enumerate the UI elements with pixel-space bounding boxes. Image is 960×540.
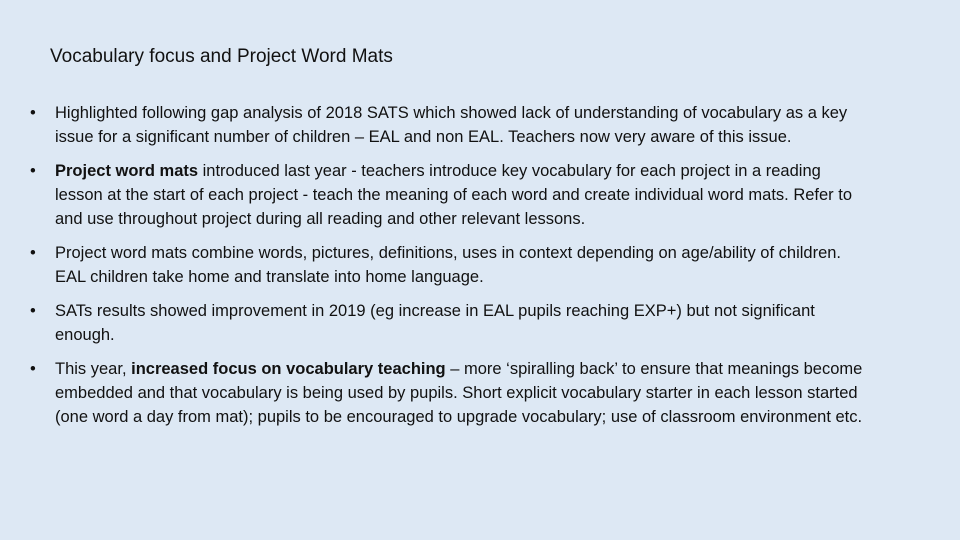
bullet-glyph: • <box>30 302 36 320</box>
bullet-text-bold: increased focus on vocabulary teaching <box>131 360 446 378</box>
bullet-text: This year, <box>55 360 132 378</box>
bullet-list <box>0 101 960 439</box>
bullet-text-bold: Project word mats <box>55 162 199 180</box>
bullet-glyph: • <box>30 360 36 378</box>
bullet-item <box>0 299 870 347</box>
bullet-glyph: • <box>30 162 36 180</box>
bullet-item <box>0 241 870 289</box>
bullet-text: introduced last year - teachers introduce key vocabulary for each project in a reading lesson at the start of each project - teach the meaning of each word and create individual word mats. Refer to and use throughout project during all reading and other relevant lessons. <box>55 162 853 228</box>
bullet-text: SATs results showed improvement in 2019 (eg increase in EAL pupils reaching EXP+) but not significant enough. <box>55 302 815 344</box>
bullet-text: – more ‘spiralling back’ to ensure that meanings become embedded and that vocabulary is being used by pupils. Short explicit vocabulary starter in each lesson started (one word a day from mat); pupils to be encouraged to upgrade vocabulary; use of classroom environment etc. <box>55 360 863 426</box>
bullet-item <box>0 101 870 149</box>
bullet-text: Highlighted following gap analysis of 2018 SATS which showed lack of understanding of vocabulary as a key issue for a significant number of children – EAL and non EAL. Teachers now very aware of this issue. <box>55 104 848 146</box>
bullet-glyph: • <box>30 104 36 122</box>
bullet-glyph: • <box>30 244 36 262</box>
bullet-item <box>0 159 870 231</box>
slide-title: Vocabulary focus and Project Word Mats <box>50 46 393 67</box>
bullet-text: Project word mats combine words, pictures, definitions, uses in context depending on age/ability of children. EAL children take home and translate into home language. <box>55 244 842 286</box>
bullet-item <box>0 357 870 429</box>
